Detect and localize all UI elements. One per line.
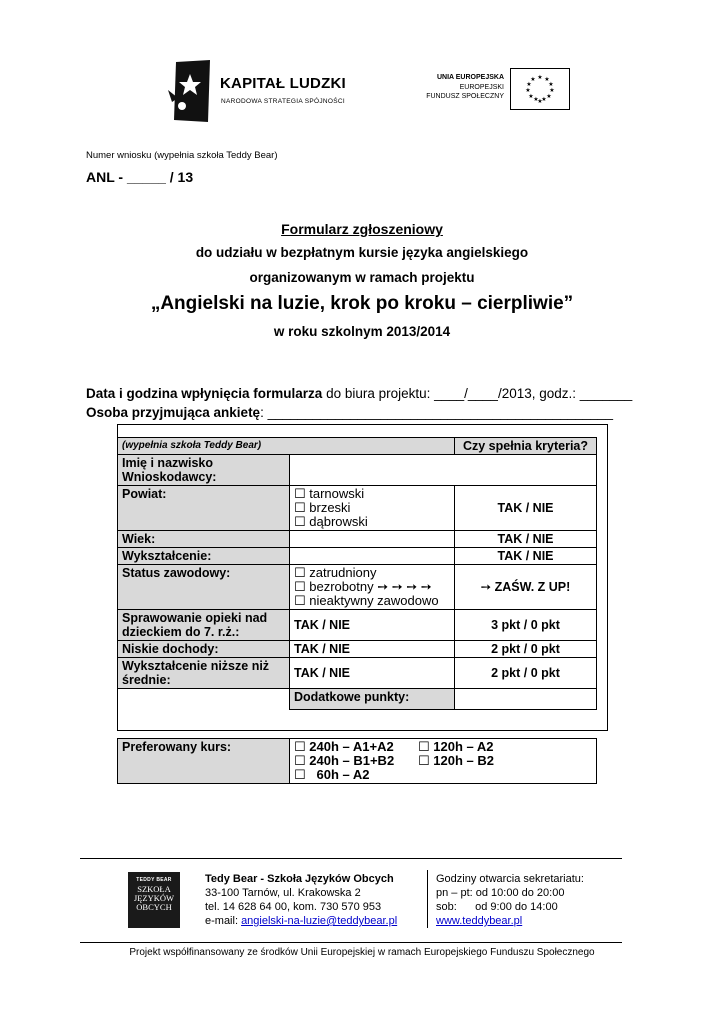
lower-education-points[interactable]: 2 pkt / 0 pkt bbox=[455, 658, 597, 689]
footer-vertical-divider bbox=[427, 870, 428, 928]
kapital-ludzki-emblem-icon bbox=[168, 60, 212, 122]
svg-text:★: ★ bbox=[541, 96, 547, 103]
website-link[interactable]: www.teddybear.pl bbox=[436, 915, 523, 927]
eligibility-table bbox=[117, 437, 597, 710]
svg-text:★: ★ bbox=[548, 81, 554, 88]
table-row bbox=[118, 548, 597, 565]
school-address: 33-100 Tarnów, ul. Krakowska 2 bbox=[205, 887, 361, 899]
svg-text:★: ★ bbox=[546, 93, 552, 100]
footer-divider-top bbox=[80, 858, 622, 859]
svg-text:★: ★ bbox=[526, 81, 532, 88]
table-row bbox=[118, 455, 597, 486]
age-label: Wiek: bbox=[118, 531, 290, 548]
education-field[interactable] bbox=[290, 548, 455, 565]
lower-education-value[interactable]: TAK / NIE bbox=[290, 658, 455, 689]
course-option-120h-a2[interactable]: ☐ 120h – A2 bbox=[418, 739, 494, 754]
receipt-date-line bbox=[86, 386, 632, 401]
svg-text:★: ★ bbox=[525, 87, 531, 94]
course-table bbox=[117, 738, 597, 784]
kapital-ludzki-logo bbox=[168, 60, 368, 122]
name-label: Imię i nazwisko Wnioskodawcy: bbox=[118, 455, 290, 486]
footer-divider-bottom bbox=[80, 942, 622, 943]
school-phone: tel. 14 628 64 00, kom. 730 570 953 bbox=[205, 901, 382, 913]
email-link[interactable]: angielski-na-luzie@teddybear.pl bbox=[241, 915, 398, 927]
county-option-brzeski[interactable]: ☐ brzeski bbox=[294, 500, 351, 515]
kapital-ludzki-title: KAPITAŁ LUDZKI bbox=[220, 75, 346, 92]
eu-logo bbox=[412, 64, 572, 116]
name-field[interactable] bbox=[290, 455, 597, 486]
course-options-row2 bbox=[294, 754, 592, 768]
school-year: w roku szkolnym 2013/2014 bbox=[273, 324, 451, 339]
school-logo-brand: TEDDY BEAR bbox=[136, 877, 172, 883]
school-logo-line3: OBCYCH bbox=[136, 902, 172, 912]
course-option-60h-a2[interactable]: ☐ 60h – A2 bbox=[294, 767, 370, 782]
school-logo bbox=[128, 872, 180, 928]
receipt-date-label: Data i godzina wpłynięcia formularza bbox=[86, 386, 323, 401]
eu-title: UNIA EUROPEJSKA bbox=[436, 74, 504, 81]
county-option-tarnowski[interactable]: ☐ tarnowski bbox=[294, 486, 365, 501]
table-row bbox=[118, 531, 597, 548]
status-options bbox=[290, 565, 455, 610]
course-option-240h-a1a2[interactable]: ☐ 240h – A1+A2 bbox=[294, 739, 394, 754]
county-options bbox=[290, 486, 455, 531]
application-number: ANL - _____ / 13 bbox=[86, 169, 194, 185]
school-name: Tedy Bear - Szkoła Języków Obcych bbox=[205, 873, 394, 885]
eu-flag-icon bbox=[510, 68, 570, 110]
course-option-120h-b2[interactable]: ☐ 120h – B2 bbox=[418, 753, 494, 768]
receiver-field[interactable]: : ______________________________________________ bbox=[260, 405, 613, 420]
svg-text:★: ★ bbox=[549, 87, 555, 94]
status-criteria: ➙ ZAŚW. Z UP! bbox=[455, 565, 597, 610]
project-name: „Angielski na luzie, krok po kroku – cierpliwie” bbox=[150, 293, 574, 314]
school-logo-line1: SZKOŁA bbox=[137, 884, 171, 894]
county-criteria[interactable]: TAK / NIE bbox=[455, 486, 597, 531]
table-row bbox=[118, 739, 597, 784]
school-contact bbox=[205, 872, 397, 928]
care-value[interactable]: TAK / NIE bbox=[290, 610, 455, 641]
income-points[interactable]: 2 pkt / 0 pkt bbox=[455, 641, 597, 658]
eu-fund-name bbox=[426, 83, 504, 101]
extra-points-label: Dodatkowe punkty: bbox=[290, 689, 455, 710]
table-row bbox=[118, 610, 597, 641]
age-field[interactable] bbox=[290, 531, 455, 548]
form-subtitle-line2: organizowanym w ramach projektu bbox=[249, 270, 475, 285]
office-hours-title: Godziny otwarcia sekretariatu: bbox=[436, 873, 584, 885]
school-email-line bbox=[205, 914, 397, 928]
status-label: Status zawodowy: bbox=[118, 565, 290, 610]
status-option-employed[interactable]: ☐ zatrudniony bbox=[294, 565, 377, 580]
lower-education-label: Wykształcenie niższe niż średnie: bbox=[118, 658, 290, 689]
course-option-240h-b1b2[interactable]: ☐ 240h – B1+B2 bbox=[294, 753, 395, 768]
course-options bbox=[290, 739, 597, 784]
office-hours-saturday: sob: od 9:00 do 14:00 bbox=[436, 901, 558, 913]
income-value[interactable]: TAK / NIE bbox=[290, 641, 455, 658]
form-subtitle-line1: do udziału w bezpłatnym kursie języka angielskiego bbox=[195, 245, 529, 260]
svg-text:★: ★ bbox=[537, 74, 543, 81]
eu-fund-line1: EUROPEJSKI bbox=[459, 84, 504, 91]
kapital-ludzki-subtitle: NARODOWA STRATEGIA SPÓJNOŚCI bbox=[221, 98, 345, 105]
table-row bbox=[118, 689, 597, 710]
office-hours bbox=[436, 872, 584, 928]
course-options-row1 bbox=[294, 740, 592, 754]
status-option-unemployed[interactable]: ☐ bezrobotny ➙ ➙ ➙ ➙ bbox=[294, 579, 432, 594]
eu-fund-line2: FUNDUSZ SPOŁECZNY bbox=[426, 93, 504, 100]
svg-text:★: ★ bbox=[528, 93, 534, 100]
form-title: Formularz zgłoszeniowy bbox=[281, 221, 443, 237]
svg-text:★: ★ bbox=[544, 76, 550, 83]
school-logo-text bbox=[128, 885, 180, 912]
receipt-date-field[interactable]: do biura projektu: ____/____/2013, godz.: _______ bbox=[322, 386, 633, 401]
svg-text:★: ★ bbox=[533, 96, 539, 103]
county-option-dabrowski[interactable]: ☐ dąbrowski bbox=[294, 514, 368, 529]
age-criteria[interactable]: TAK / NIE bbox=[455, 531, 597, 548]
table-fill-note: (wypełnia szkoła Teddy Bear) bbox=[118, 438, 455, 455]
table-row bbox=[118, 641, 597, 658]
svg-text:★: ★ bbox=[537, 98, 543, 105]
education-label: Wykształcenie: bbox=[118, 548, 290, 565]
email-label: e-mail: bbox=[205, 915, 242, 927]
status-option-inactive[interactable]: ☐ nieaktywny zawodowo bbox=[294, 593, 439, 608]
table-row bbox=[118, 565, 597, 610]
table-row bbox=[118, 486, 597, 531]
receiver-line bbox=[86, 405, 613, 420]
table-row bbox=[118, 658, 597, 689]
application-number-note: Numer wniosku (wypełnia szkoła Teddy Bear) bbox=[86, 150, 278, 161]
education-criteria[interactable]: TAK / NIE bbox=[455, 548, 597, 565]
empty-cell bbox=[118, 689, 290, 710]
school-logo-line2: JĘZYKÓW bbox=[133, 893, 175, 903]
office-hours-weekdays: pn – pt: od 10:00 do 20:00 bbox=[436, 887, 565, 899]
care-label: Sprawowanie opieki nad dzieckiem do 7. r.ż.: bbox=[118, 610, 290, 641]
extra-points-field[interactable] bbox=[455, 689, 597, 710]
receiver-label: Osoba przyjmująca ankietę bbox=[86, 405, 261, 420]
course-label: Preferowany kurs: bbox=[118, 739, 290, 784]
svg-text:★: ★ bbox=[530, 76, 536, 83]
care-points[interactable]: 3 pkt / 0 pkt bbox=[455, 610, 597, 641]
cofinancing-note: Projekt współfinansowany ze środków Unii Europejskiej w ramach Europejskiego Funduszu Społecznego bbox=[129, 947, 595, 958]
county-label: Powiat: bbox=[118, 486, 290, 531]
income-label: Niskie dochody: bbox=[118, 641, 290, 658]
criteria-header: Czy spełnia kryteria? bbox=[455, 438, 597, 455]
table-row bbox=[118, 438, 597, 455]
